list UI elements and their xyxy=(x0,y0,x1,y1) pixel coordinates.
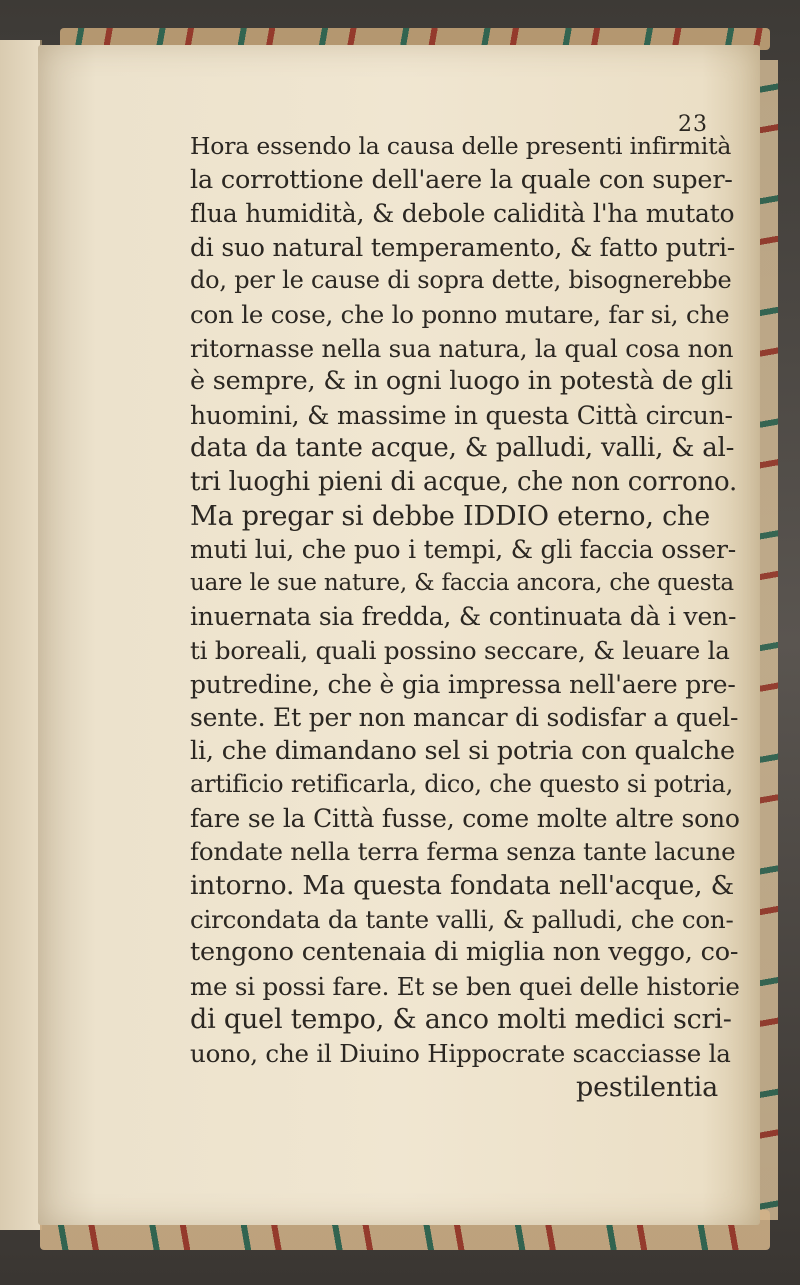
text-line: flua humidità, & debole calidità l'ha mutato xyxy=(190,199,735,229)
text-line: artificio retificarla, dico, che questo si potria, xyxy=(190,770,734,799)
text-line: circondata da tante valli, & palludi, che con- xyxy=(190,904,734,934)
text-line: Ma pregar si debbe IDDIO eterno, che xyxy=(190,500,710,532)
facing-page-edge xyxy=(0,40,42,1230)
text-line: di suo natural temperamento, & fatto putri- xyxy=(190,232,736,262)
text-line: tri luoghi pieni di acque, che non corrono. xyxy=(190,466,738,497)
text-line: la corrottione dell'aere la quale con super- xyxy=(190,164,733,195)
text-line: con le cose, che lo ponno mutare, far si, che xyxy=(190,299,730,329)
text-line: ritornasse nella sua natura, la qual cosa non xyxy=(190,333,734,363)
text-line: data da tante acque, & palludi, valli, & al- xyxy=(190,433,735,464)
text-line: fare se la Città fusse, come molte altre sono xyxy=(190,803,740,833)
text-line: intorno. Ma questa fondata nell'acque, & xyxy=(190,870,734,902)
text-line: ti boreali, quali possino seccare, & leuare la xyxy=(190,635,730,665)
text-line: tengono centenaia di miglia non veggo, co- xyxy=(190,937,739,968)
page-number: 23 xyxy=(678,112,708,137)
text-line: è sempre, & in ogni luogo in potestà de gli xyxy=(190,366,733,397)
text-line: uono, che il Diuino Hippocrate scacciasse la xyxy=(190,1039,731,1069)
text-line: me si possi fare. Et se ben quei delle historie xyxy=(190,971,740,1001)
page-text xyxy=(190,130,740,1104)
text-line: huomini, & massime in questa Città circun- xyxy=(190,400,733,430)
catchword: pestilentia xyxy=(576,1071,718,1103)
text-line: fondate nella terra ferma senza tante lacune xyxy=(190,837,736,867)
text-line: sente. Et per non mancar di sodisfar a quel- xyxy=(190,703,739,733)
text-line: muti lui, che puo i tempi, & gli faccia osser- xyxy=(190,535,736,565)
text-line: li, che dimandano sel si potria con qualche xyxy=(190,735,735,766)
text-line: inuernata sia fredda, & continuata dà i ven- xyxy=(190,602,737,632)
text-line: putredine, che è gia impressa nell'aere pre- xyxy=(190,669,736,699)
text-line: Hora essendo la causa delle presenti infirmità xyxy=(190,132,732,160)
text-line: do, per le cause di sopra dette, bisognerebbe xyxy=(190,266,732,295)
text-line: uare le sue nature, & faccia ancora, che questa xyxy=(190,569,734,596)
text-line: di quel tempo, & anco molti medici scri- xyxy=(190,1004,732,1036)
